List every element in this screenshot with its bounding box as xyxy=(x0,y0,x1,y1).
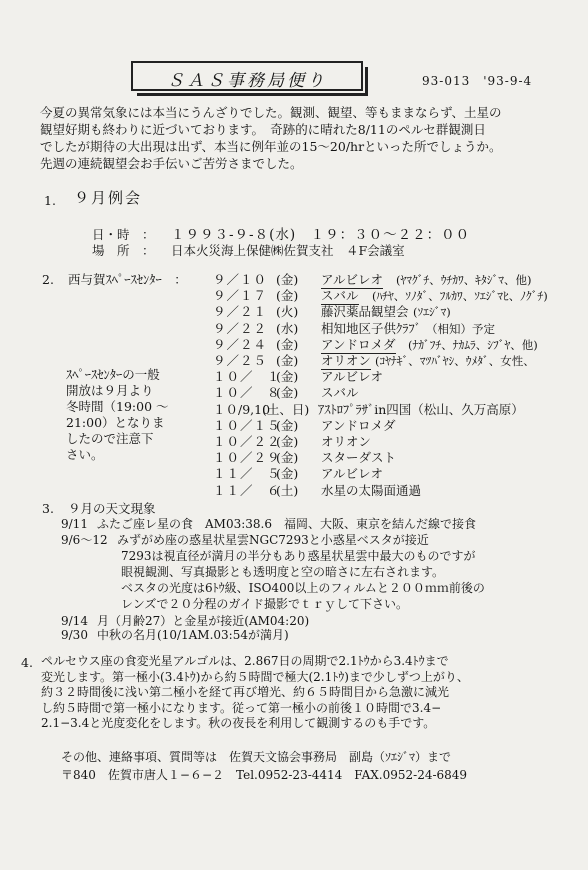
algol-line: ペルセウス座の食変光星アルゴルは、2.867日の周期で2.1ﾄｳから3.4ﾄｳまで xyxy=(41,654,449,668)
schedule-day: (金) xyxy=(276,272,299,287)
schedule-event: ｱｽﾄﾛﾌﾟﾗｻﾞin四国（松山、久万高原） xyxy=(318,401,524,417)
schedule-event: 水星の太陽面通過 xyxy=(321,482,422,498)
event-text: 月（月齢27）と金星が接近(AM04:20) xyxy=(97,614,310,628)
algol-line: 2.1−3.4と光度変化をします。秋の夜長を利用して観測するのも手です。 xyxy=(41,716,436,730)
note-line: さい。 xyxy=(66,447,104,462)
contact-info xyxy=(61,748,467,784)
schedule-day: (水) xyxy=(276,320,299,336)
opening-hours-note xyxy=(66,367,202,463)
title-box xyxy=(131,61,363,91)
schedule-event: スバル xyxy=(321,288,359,304)
schedule-date: １０／２２ xyxy=(213,434,281,449)
section1-number: 1. xyxy=(44,193,56,208)
intro-line: 今夏の異常気象には本当にうんざりでした。観測、観望、等もままならず、土星の xyxy=(40,105,502,120)
schedule-date: ９／２２ xyxy=(213,320,268,336)
schedule-date: １１／ ５ xyxy=(213,466,281,482)
schedule-date: １１／ ６ xyxy=(213,482,281,498)
contact-address: 〒840 佐賀市唐人１−６−２ Tel.0952-23-4414 FAX.0952-24-6849 xyxy=(61,768,468,782)
section3-number: 3. xyxy=(42,501,54,516)
schedule-event: スターダスト xyxy=(321,450,397,466)
schedule-day: (土) xyxy=(276,482,299,498)
schedule-day: (金) xyxy=(276,434,299,449)
venue-name: 西与賀ｽﾍﾟｰｽｾﾝﾀｰ ： xyxy=(68,272,187,287)
meeting-place-label: 場 所 ： xyxy=(92,243,155,258)
schedule-day: (金) xyxy=(276,353,299,368)
schedule-date: １０／２９ xyxy=(213,450,281,466)
schedule-members: (ｿｴｼﾞﾏ) xyxy=(413,305,451,320)
meeting-place-value: 日本火災海上保健㈱佐賀支社 ４F会議室 xyxy=(171,243,405,258)
schedule-members: (ﾅｶﾞﾌﾁ、ﾅｶﾑﾗ、ｼﾌﾞﾔ、他) xyxy=(408,337,538,352)
schedule-event: アルビレオ xyxy=(321,369,384,385)
schedule-date: ９／２４ xyxy=(213,336,268,352)
intro-paragraph xyxy=(40,104,560,172)
schedule-members: (ﾔﾏｸﾞﾁ、ｳﾁｶﾜ、ｷﾀｼﾞﾏ、他) xyxy=(396,273,532,287)
schedule-date: １０／ １ xyxy=(213,369,281,385)
schedule-event: オリオン xyxy=(321,353,371,368)
algol-line: し約５時間で第一極小になります。従って第一極小の前後１０時間で3.4− xyxy=(41,700,442,715)
algol-line: 変光します。第一極小(3.4ﾄｳ)から約５時間で極大(2.1ﾄｳ)まで少しずつ上がり、 xyxy=(41,669,469,684)
document-title: ＳＡＳ事務局便り xyxy=(167,71,327,91)
schedule-date: １０／１５ xyxy=(213,417,281,433)
schedule-event: アルビレオ xyxy=(321,466,384,482)
event-text: 眼視観測、写真撮影とも透明度と空の暗さに左右されます。 xyxy=(121,565,445,579)
event-date: 9/30 xyxy=(61,628,88,642)
intro-line: 先週の連続観望会お手伝いご苦労さまでした。 xyxy=(40,156,303,171)
schedule-day: (金) xyxy=(276,417,299,433)
event-text: レンズで２０分程のガイド撮影でｔｒｙして下さい。 xyxy=(121,597,408,611)
schedule-members: (ﾊﾁﾔ、ｿﾉﾀﾞ、ﾌﾙｶﾜ、ｿｴｼﾞﾏﾋ、ﾉｸﾞﾁ) xyxy=(372,289,548,304)
schedule-day: (金) xyxy=(276,288,299,304)
event-text: 7293は視直径が満月の半分もあり惑星状星雲中最大のものですが xyxy=(121,549,476,563)
schedule-event: スバル xyxy=(321,385,359,401)
schedule-event: オリオン xyxy=(321,434,371,449)
schedule-day: (土、日) xyxy=(262,401,310,417)
meeting-datetime-value: １９９３-９-８(水) １９：３０〜２２：００ xyxy=(171,227,471,243)
schedule-event: アンドロメダ xyxy=(321,336,396,352)
section4-number: 4. xyxy=(21,655,33,670)
event-text: ベスタの光度は6ﾄｳ級、ISO400以上のフィルムと２００ｍｍ前後の xyxy=(121,581,485,595)
schedule-event: 藤沢薬品観望会 xyxy=(321,304,409,320)
note-line: 21:00）となりま xyxy=(66,415,165,430)
algol-line: 約３２時間後に浅い第二極小を経て再び増光、約６５時間目から急激に減光 xyxy=(41,685,450,699)
event-date: 9/14 xyxy=(61,614,88,628)
schedule-date: ９／１７ xyxy=(213,288,268,304)
note-line: したので注意下 xyxy=(66,431,154,446)
event-text: 中秋の名月(10/1AM.03:54が満月) xyxy=(97,628,289,642)
intro-line: 観望好期も終わりに近づいております。 奇跡的に晴れた8/11のペルセ群観測日 xyxy=(40,122,486,137)
contact-line: その他、連絡事項、質問等は 佐賀天文協会事務局 副島（ｿｴｼﾞﾏ）まで xyxy=(61,750,452,764)
schedule-event: 相知地区子供ｸﾗﾌﾞ xyxy=(321,320,422,336)
schedule-members: （相知）予定 xyxy=(426,321,495,336)
note-line: 冬時間（19:00 〜 xyxy=(66,399,169,414)
algol-paragraph xyxy=(41,654,469,732)
schedule-day: (火) xyxy=(276,304,299,320)
document-number: 93-013 '93-9-4 xyxy=(422,74,533,88)
note-line: ｽﾍﾟｰｽｾﾝﾀｰの一般 xyxy=(66,367,160,382)
note-line: 開放は９月より xyxy=(66,383,154,398)
schedule-date: ９／１０ xyxy=(213,272,268,287)
schedule-date: ９／２１ xyxy=(213,304,268,320)
schedule-event: アルビレオ xyxy=(321,272,384,287)
schedule-date: ９／２５ xyxy=(213,353,268,368)
schedule-event: アンドロメダ xyxy=(321,417,396,433)
event-date: 9/11 xyxy=(61,517,88,531)
event-text: ふたご座レ星の食 AM03:38.6 福岡、大阪、東京を結んだ線で接食 xyxy=(97,517,476,531)
schedule-date: １０/9,10 xyxy=(213,401,271,417)
section2-number: 2. xyxy=(42,272,54,287)
schedule-day: (金) xyxy=(276,336,299,352)
schedule-day: (金) xyxy=(276,466,299,482)
schedule-members: (ｺﾔﾅｷﾞ、ﾏﾂﾊﾞﾔｼ、ｳﾒﾀﾞ、女性、 xyxy=(375,354,535,368)
schedule-day: (金) xyxy=(276,369,299,385)
event-date: 9/6〜12 xyxy=(61,533,108,547)
schedule-date: １０／ ８ xyxy=(213,385,281,401)
intro-line: でしたが期待の大出現は出ず、本当に例年並の15〜20/hrといった所でしょうか。 xyxy=(40,139,502,154)
schedule-day: (金) xyxy=(276,385,299,401)
section1-heading: ９月例会 xyxy=(74,189,143,207)
schedule-day: (金) xyxy=(276,450,299,466)
meeting-datetime-label: 日・時 ： xyxy=(92,227,155,242)
section3-heading: ９月の天文現象 xyxy=(68,501,156,516)
event-text: みずがめ座の惑星状星雲NGC7293と小惑星ベスタが接近 xyxy=(117,533,429,547)
